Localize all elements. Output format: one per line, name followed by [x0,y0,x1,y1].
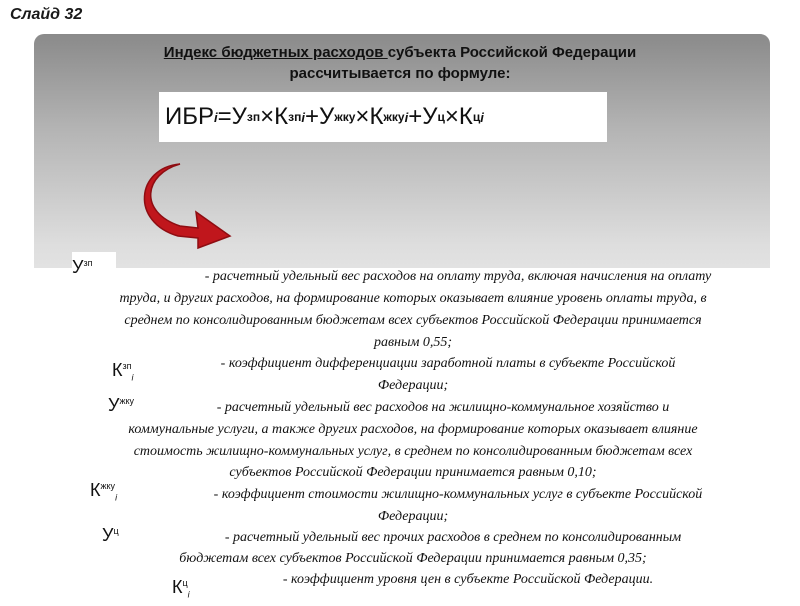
symbol-sub: i [131,372,134,383]
symbol-sup: зп [122,361,132,371]
formula-lhs: ИБР [165,103,215,130]
slide-label: Слайд 32 [10,6,83,23]
text-line: - коэффициент дифференциации заработной платы в субъекте Российской [220,356,676,371]
formula-u3: У [422,103,438,130]
text-line: - коэффициент стоимости жилищно-коммунальных услуг в субъекте Российской [213,487,703,502]
symbol-base: У [102,525,114,545]
curved-arrow-icon [140,160,240,250]
formula-k2-sup: жку [383,110,405,124]
formula-u2-sup: жку [334,110,356,124]
formula-u2: У [318,103,335,130]
text-line: среднем по консолидированным бюджетам всех субъектов Российской Федерации принимается [124,313,702,328]
formula-times: × [260,103,275,130]
formula-lhs-sub: i [214,109,218,125]
symbol-k-ts [172,572,206,600]
explanation-block [28,268,798,590]
text-line: Федерации; [377,509,449,524]
symbol-base: К [112,360,123,380]
text-line: бюджетам всех субъектов Российской Федерации принимается равным 0,35; [179,551,647,566]
text-line: труда, и других расходов, на формирование которых оказывает влияние уровень оплаты труда, в [119,291,707,306]
symbol-base: К [90,480,101,500]
symbol-sub: i [187,589,190,600]
symbol-u-ts [102,520,142,545]
symbol-u-zhku [108,390,154,415]
symbol-sup: жку [100,481,116,491]
text-line: коммунальные услуги, а также других расходов, на формирование которых оказывает влияние [128,422,698,437]
symbol-sup: жку [119,396,134,406]
heading-line2: рассчитывается по формуле: [289,65,511,82]
symbol-sup: ц [182,578,188,588]
formula-plus: + [304,103,319,130]
heading-rest: субъекта Российской Федерации [387,44,637,61]
formula-k1-sup: зп [288,110,302,124]
symbol-base: У [72,257,84,277]
formula-k1-sub: i [301,109,305,125]
text-line: - расчетный удельный вес расходов на оплату труда, включая начисления на оплату [204,269,712,284]
text-line: - коэффициент уровня цен в субъекте Российской Федерации. [282,572,654,587]
symbol-k-zp [112,355,158,381]
formula-k2-sub: i [404,109,409,125]
formula-k3: К [458,103,473,130]
symbol-u-zp [72,252,116,282]
formula-u1-sup: зп [246,110,261,124]
formula-k3-sub: i [480,109,484,125]
slide-heading [60,42,740,84]
formula-k2: К [369,103,384,130]
text-line: - расчетный удельный вес прочих расходов в среднем по консолидированным [224,530,682,545]
symbol-sup: зп [83,258,93,268]
formula-k3-sup: ц [472,110,481,124]
formula-k1: К [274,103,289,130]
text-line: равным 0,55; [373,335,453,350]
formula-plus: + [408,103,423,130]
text-line: стоимость жилищно-коммунальных услуг, в среднем по консолидированным бюджетам всех [133,444,693,459]
formula-times: × [444,103,459,130]
symbol-base: К [172,577,183,597]
text-line: субъектов Российской Федерации принимается равным 0,10; [229,465,597,480]
symbol-k-zhku [90,475,136,503]
formula-image [159,92,607,142]
text-line: Федерации; [377,378,449,393]
heading-underlined: Индекс бюджетных расходов [163,44,388,61]
formula-times: × [355,103,370,130]
symbol-sup: ц [113,526,119,536]
text-line: - расчетный удельный вес расходов на жилищно-коммунальное хозяйство и [216,400,670,415]
symbol-base: У [108,395,120,415]
formula-u1: У [231,103,247,130]
symbol-sub: i [115,492,118,503]
formula-equals: = [217,103,232,130]
formula-u3-sup: ц [437,110,445,124]
